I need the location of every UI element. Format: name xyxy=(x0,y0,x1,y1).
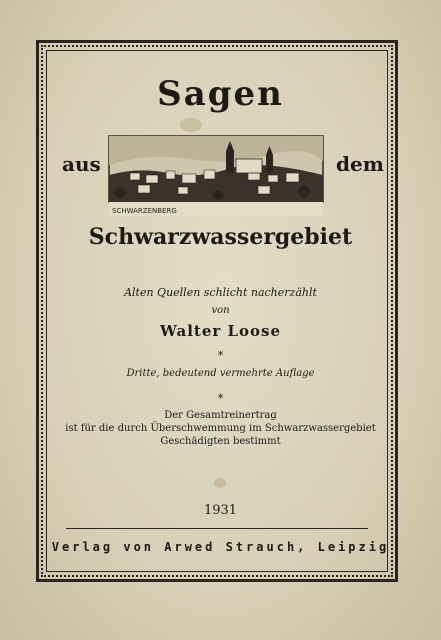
cover-subtitle: Schwarzwassergebiet xyxy=(88,224,353,250)
byline-von: von xyxy=(211,305,230,316)
proceeds-note-line: Der Gesamtreinertrag xyxy=(164,410,277,421)
author-name: Walter Loose xyxy=(159,322,282,340)
tagline: Alten Quellen schlicht nacherzählt xyxy=(124,286,317,299)
proceeds-note-line: Geschädigten bestimmt xyxy=(160,436,281,447)
vignette-caption: SCHWARZENBERG xyxy=(112,207,177,215)
edition-note: Dritte, bedeutend vermehrte Auflage xyxy=(126,368,315,379)
divider-rule xyxy=(66,528,368,529)
title-word-left: aus xyxy=(62,152,101,176)
cover-title: Sagen xyxy=(157,74,284,114)
publisher-line: Verlag von Arwed Strauch, Leipzig xyxy=(51,540,390,554)
separator-asterisk: * xyxy=(217,349,224,362)
town-vignette-illustration xyxy=(108,135,324,217)
separator-asterisk: * xyxy=(217,392,224,405)
title-word-right: dem xyxy=(336,152,384,176)
proceeds-note-line: ist für die durch Überschwemmung im Schwarzwassergebiet xyxy=(65,423,376,434)
publication-year: 1931 xyxy=(203,503,238,518)
